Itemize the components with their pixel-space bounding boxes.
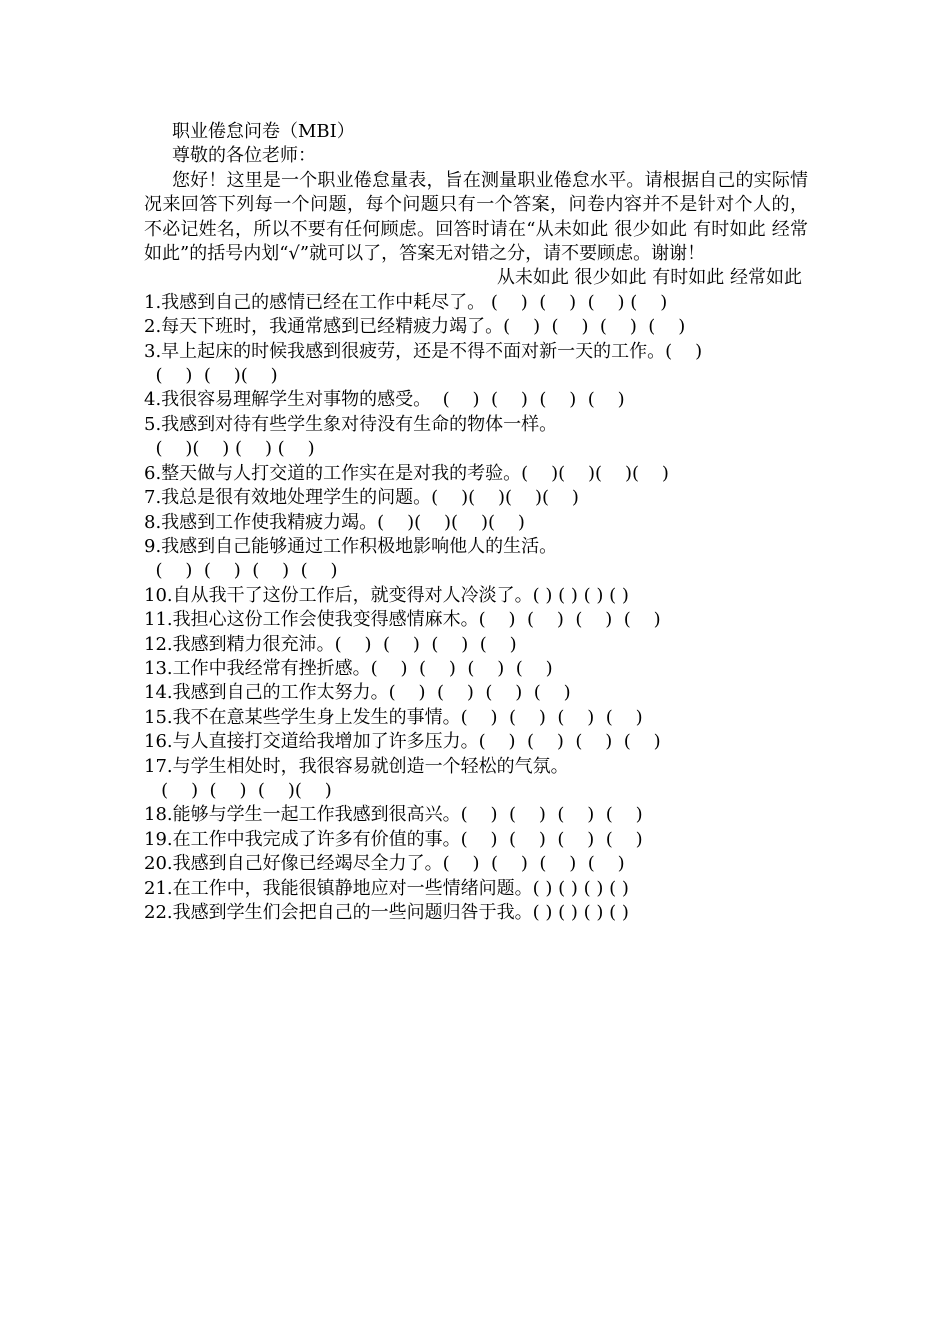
answer-options[interactable]: ( ) ( ) ( ) ( ) bbox=[144, 560, 338, 582]
question-text: 9.我感到自己能够通过工作积极地影响他人的生活。 bbox=[144, 535, 558, 557]
question-item bbox=[144, 608, 808, 632]
question-text: 18.能够与学生一起工作我感到很高兴。( ) ( ) ( ) ( ) bbox=[144, 804, 643, 826]
question-text: 4.我很容易理解学生对事物的感受。 ( ) ( ) ( ) ( ) bbox=[144, 389, 625, 411]
question-text: 11.我担心这份工作会使我变得感情麻木。( ) ( ) ( ) ( ) bbox=[144, 609, 661, 631]
question-item bbox=[144, 730, 808, 754]
intro-paragraph: 您好！这里是一个职业倦怠量表，旨在测量职业倦怠水平。请根据自己的实际情况来回答下列每一个问题，每个问题只有一个答案，问卷内容并不是针对个人的，不必记姓名，所以不要有任何顾虑。回答时请在“从未如此 很少如此 有时如此 经常如此”的括号内划“√”就可以了，答案无对错之分，请不要顾虑。谢谢！ bbox=[144, 169, 808, 265]
question-text: 1.我感到自己的感情已经在工作中耗尽了。 ( ) ( ) ( ) ( ) bbox=[144, 291, 668, 313]
question-item bbox=[144, 462, 808, 486]
question-text: 5.我感到对待有些学生象对待没有生命的物体一样。 bbox=[144, 413, 558, 435]
question-text: 10.自从我干了这份工作后，就变得对人冷淡了。( ) ( ) ( ) ( ) bbox=[144, 584, 629, 606]
question-text: 17.与学生相处时，我很容易就创造一个轻松的气氛。 bbox=[144, 755, 569, 777]
answer-options[interactable]: ( )( ) ( ) ( ) bbox=[144, 438, 315, 460]
question-item bbox=[144, 901, 808, 925]
question-list bbox=[144, 291, 808, 926]
answer-options[interactable]: ( ) ( )( ) bbox=[144, 365, 278, 387]
greeting: 尊敬的各位老师： bbox=[172, 145, 316, 167]
question-text: 22.我感到学生们会把自己的一些问题归咎于我。( ) ( ) ( ) ( ) bbox=[144, 902, 629, 923]
document-title: 职业倦怠问卷（MBI） bbox=[172, 121, 355, 142]
question-text: 6.整天做与人打交道的工作实在是对我的考验。( )( )( )( ) bbox=[144, 462, 669, 484]
question-text: 12.我感到精力很充沛。( ) ( ) ( ) ( ) bbox=[144, 633, 517, 655]
question-text: 19.在工作中我完成了许多有价值的事。( ) ( ) ( ) ( ) bbox=[144, 828, 643, 850]
question-item bbox=[144, 828, 808, 852]
question-text: 13.工作中我经常有挫折感。( ) ( ) ( ) ( ) bbox=[144, 657, 553, 679]
answer-options[interactable]: ( ) ( ) ( )( ) bbox=[144, 779, 332, 801]
question-item bbox=[144, 413, 808, 462]
question-item bbox=[144, 633, 808, 657]
question-item bbox=[144, 584, 808, 608]
question-text: 8.我感到工作使我精疲力竭。( )( )( )( ) bbox=[144, 511, 525, 533]
question-item bbox=[144, 681, 808, 705]
question-item bbox=[144, 388, 808, 412]
question-item bbox=[144, 852, 808, 876]
question-text: 3.早上起床的时候我感到很疲劳，还是不得不面对新一天的工作。( ) bbox=[144, 340, 703, 362]
question-item bbox=[144, 340, 808, 389]
question-item bbox=[144, 315, 808, 339]
question-text: 14.我感到自己的工作太努力。( ) ( ) ( ) ( ) bbox=[144, 682, 571, 704]
question-item bbox=[144, 755, 808, 804]
questionnaire-document bbox=[144, 120, 808, 925]
question-text: 2.每天下班时，我通常感到已经精疲力竭了。( ) ( ) ( ) ( ) bbox=[144, 316, 686, 338]
question-item bbox=[144, 486, 808, 510]
question-text: 21.在工作中，我能很镇静地应对一些情绪问题。( ) ( ) ( ) ( ) bbox=[144, 877, 629, 899]
question-item bbox=[144, 803, 808, 827]
question-text: 16.与人直接打交道给我增加了许多压力。( ) ( ) ( ) ( ) bbox=[144, 731, 661, 753]
question-item bbox=[144, 291, 808, 315]
question-item bbox=[144, 877, 808, 901]
question-text: 7.我总是很有效地处理学生的问题。( )( )( )( ) bbox=[144, 487, 579, 509]
scale-header: 从未如此 很少如此 有时如此 经常如此 bbox=[496, 267, 802, 289]
question-text: 20.我感到自己好像已经竭尽全力了。( ) ( ) ( ) ( ) bbox=[144, 853, 625, 875]
question-text: 15.我不在意某些学生身上发生的事情。( ) ( ) ( ) ( ) bbox=[144, 706, 643, 728]
question-item bbox=[144, 511, 808, 535]
question-item bbox=[144, 706, 808, 730]
question-item bbox=[144, 657, 808, 681]
question-item bbox=[144, 535, 808, 584]
